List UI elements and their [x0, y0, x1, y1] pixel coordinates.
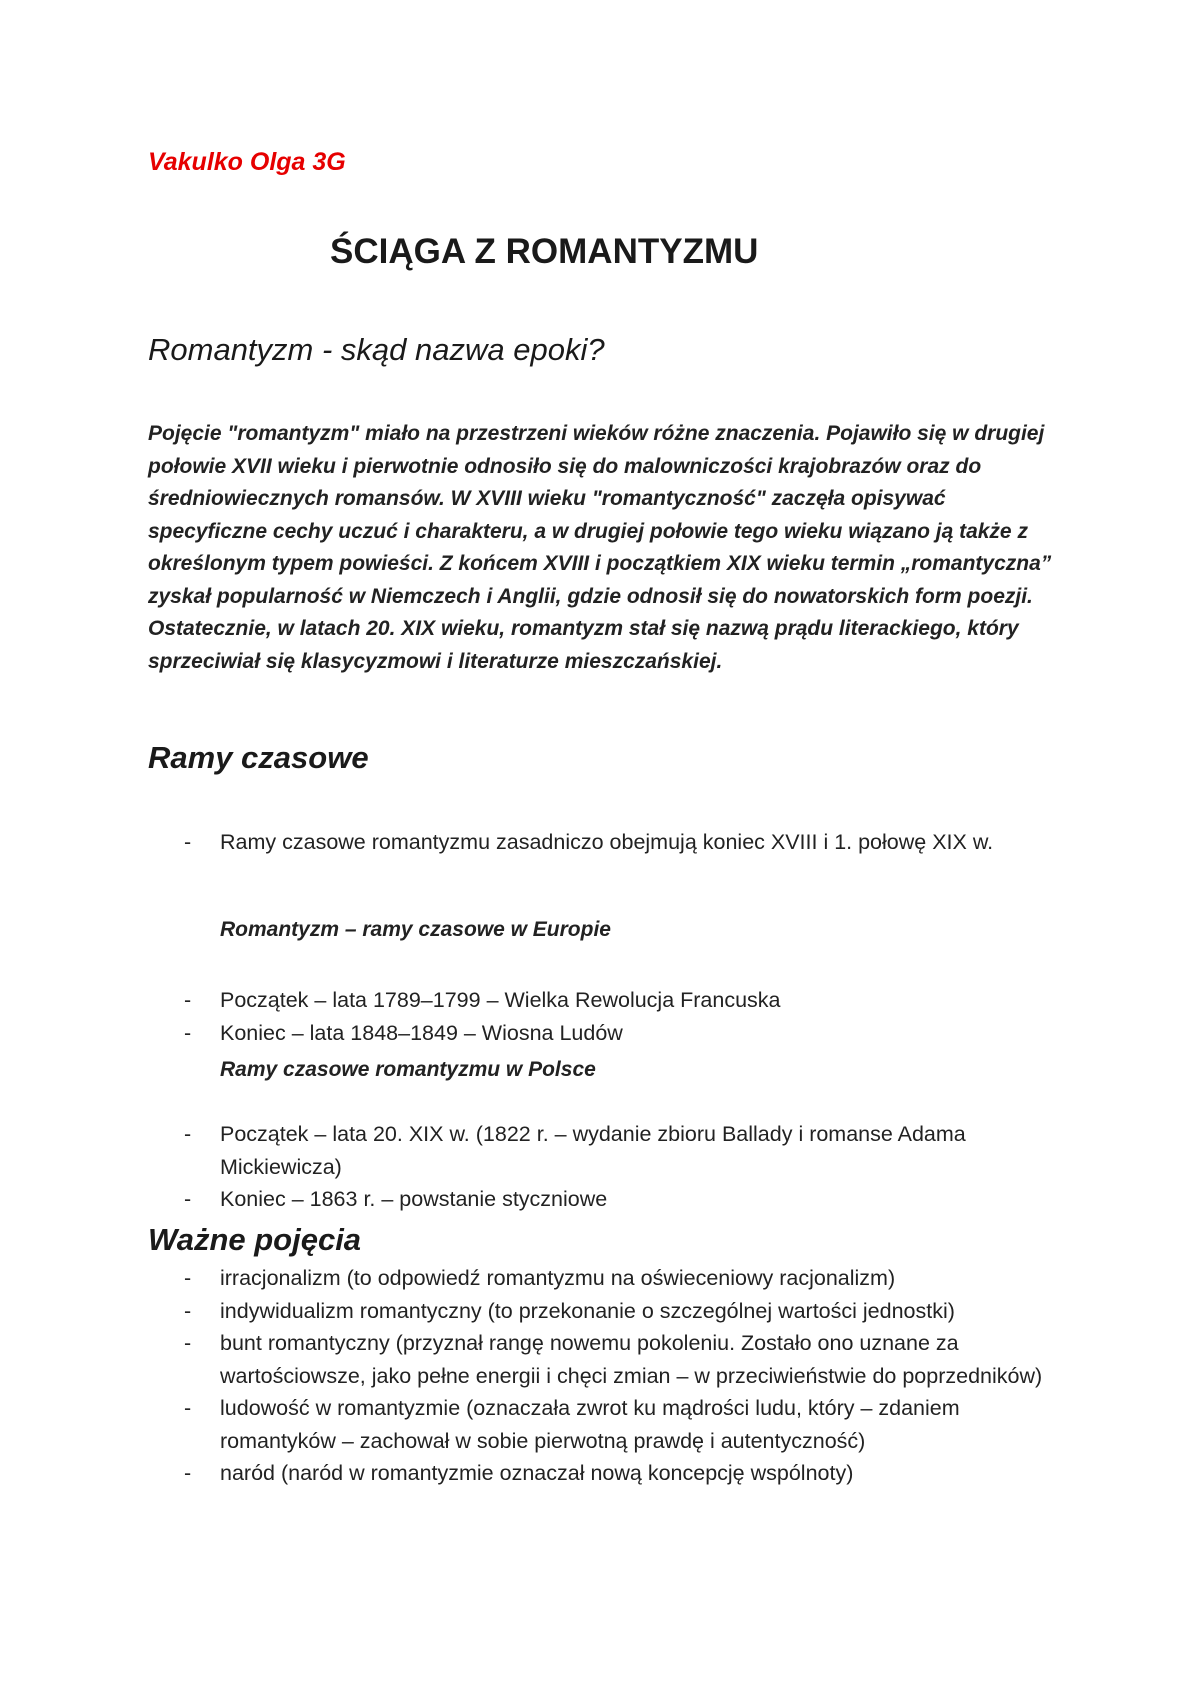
bullet-dash: -	[184, 1396, 192, 1420]
etymology-paragraph: Pojęcie "romantyzm" miało na przestrzeni wieków różne znaczenia. Pojawiło się w drugiej połowie XVII wieku i pierwotnie odnosiło się do malowniczości krajobrazów oraz do średniowiecznych romansów. W XVIII wieku "romantyczność" zaczęła opisywać specyficzne cechy uczuć i charakteru, a w drugiej połowie tego wieku wiązano ją także z określonym typem powieści. Z końcem XVIII i początkiem XIX wieku termin „romantyczna” zyskał popularność w Niemczech i Anglii, gdzie odnosił się do nowatorskich form poezji. Ostatecznie, w latach 20. XIX wieku, romantyzm stał się nazwą prądu literackiego, który sprzeciwiał się klasycyzmowi i literaturze mieszczańskiej.	[148, 422, 1052, 673]
list-item-text: Początek – lata 1789–1799 – Wielka Rewolucja Francuska	[220, 988, 781, 1012]
list-item	[0, 1295, 1070, 1328]
bullet-dash: -	[184, 1461, 192, 1485]
list-item	[0, 1118, 1070, 1183]
subheading-europe: Romantyzm – ramy czasowe w Europie	[220, 918, 611, 941]
page-title: ŚCIĄGA Z ROMANTYZMU	[330, 232, 759, 271]
section-heading-concepts: Ważne pojęcia	[148, 1222, 362, 1257]
list-item-text: Początek – lata 20. XIX w. (1822 r. – wydanie zbioru Ballady i romanse Adama Mickiewicza)	[220, 1122, 966, 1179]
author-line: Vakulko Olga 3G	[148, 148, 346, 176]
list-item	[0, 1392, 1070, 1457]
timeframe-general-list	[0, 826, 1070, 859]
bullet-dash: -	[184, 1298, 192, 1323]
subheading-poland: Ramy czasowe romantyzmu w Polsce	[220, 1058, 596, 1081]
poland-timeframe-list	[0, 1118, 1070, 1216]
list-item	[0, 1457, 1070, 1490]
section-heading-timeframe: Ramy czasowe	[148, 740, 369, 775]
list-item	[0, 1327, 1070, 1392]
list-item-text: Ramy czasowe romantyzmu zasadniczo obejmują koniec XVIII i 1. połowę XIX w.	[220, 830, 994, 854]
bullet-dash: -	[184, 1266, 192, 1290]
list-item	[0, 1183, 1070, 1216]
list-item-text: bunt romantyczny (przyznał rangę nowemu pokoleniu. Zostało ono uznane za wartościowsze, jako pełne energii i chęci zmian – w przeciwieństwie do poprzedników)	[220, 1331, 1043, 1388]
bullet-dash: -	[184, 1020, 192, 1045]
list-item-text: Koniec – lata 1848–1849 – Wiosna Ludów	[220, 1020, 623, 1045]
list-item-text: irracjonalizm (to odpowiedź romantyzmu na oświeceniowy racjonalizm)	[220, 1266, 896, 1290]
list-item-text: indywidualizm romantyczny (to przekonanie o szczególnej wartości jednostki)	[220, 1298, 955, 1323]
bullet-dash: -	[184, 1187, 192, 1211]
bullet-dash: -	[184, 988, 192, 1012]
bullet-dash: -	[184, 1331, 192, 1355]
list-item	[0, 1262, 1070, 1295]
section-heading-etymology: Romantyzm - skąd nazwa epoki?	[148, 332, 605, 367]
europe-timeframe-list	[0, 984, 1070, 1049]
bullet-dash: -	[184, 830, 192, 854]
list-item-text: ludowość w romantyzmie (oznaczała zwrot ku mądrości ludu, który – zdaniem romantyków – zachował w sobie pierwotną prawdę i autentyczność)	[220, 1396, 960, 1453]
concepts-list	[0, 1262, 1070, 1490]
bullet-dash: -	[184, 1122, 192, 1146]
list-item	[0, 1017, 1070, 1050]
list-item-text: naród (naród w romantyzmie oznaczał nową koncepcję wspólnoty)	[220, 1461, 854, 1485]
list-item	[0, 984, 1070, 1017]
list-item	[0, 826, 1070, 859]
list-item-text: Koniec – 1863 r. – powstanie styczniowe	[220, 1187, 608, 1211]
